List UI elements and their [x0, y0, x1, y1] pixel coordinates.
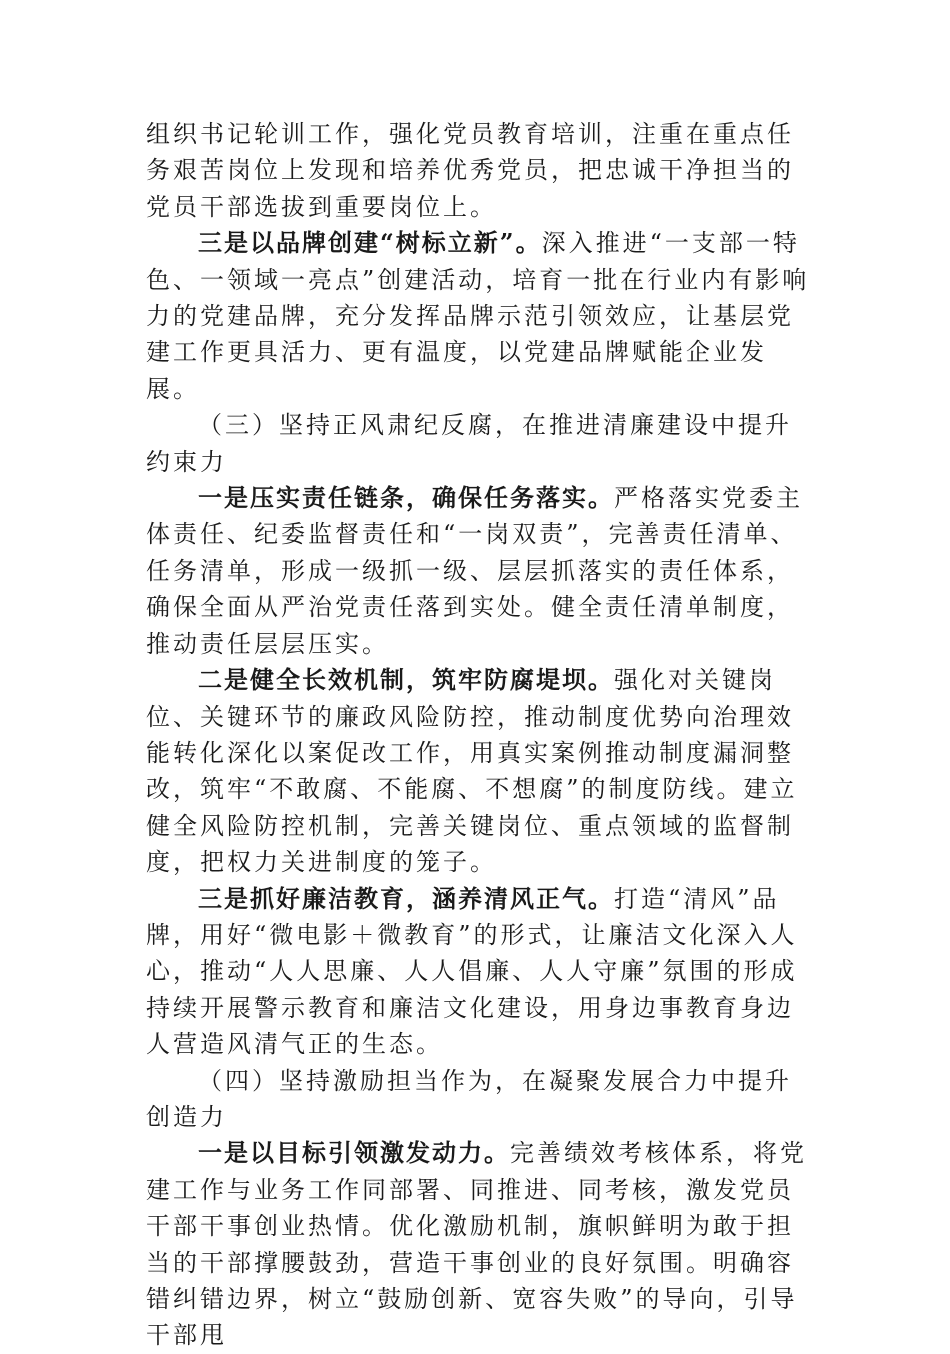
document-page: [146, 116, 816, 1354]
paragraph-4: [146, 662, 816, 880]
section-heading-3: [146, 407, 816, 480]
paragraph-text: 强化对关键岗位、关键环节的廉政风险防控，推动制度优势向治理效能转化深化以案促改工作，用真实案例推动制度漏洞整改，筑牢“不敢腐、不能腐、不想腐”的制度防线。建立健全风险防控机制，完善关键岗位、重点领域的监督制度，把权力关进制度的笼子。: [146, 666, 798, 877]
paragraph-3: [146, 480, 816, 662]
paragraph-6: [146, 1135, 816, 1353]
paragraph-text: 组织书记轮训工作，强化党员教育培训，注重在重点任务艰苦岗位上发现和培养优秀党员，把忠诚干净担当的党员干部选拔到重要岗位上。: [146, 120, 794, 221]
paragraph-1: [146, 116, 816, 225]
paragraph-lead: 一是压实责任链条，确保任务落实。: [198, 483, 614, 513]
section-heading-4: [146, 1063, 816, 1136]
heading-text: （三）坚持正风肃纪反腐，在推进清廉建设中提升约束力: [146, 411, 792, 476]
paragraph-text: 完善绩效考核体系，将党建工作与业务工作同部署、同推进、同考核，激发党员干部干事创业热情。优化激励机制，旗帜鲜明为敢于担当的干部撑腰鼓劲，营造干事创业的良好氛围。明确容错纠错边界，树立“鼓励创新、宽容失败”的导向，引导干部甩: [146, 1139, 807, 1350]
heading-text: （四）坚持激励担当作为，在凝聚发展合力中提升创造力: [146, 1066, 792, 1131]
paragraph-text: 严格落实党委主体责任、纪委监督责任和“一岗双责”，完善责任清单、任务清单，形成一级抓一级、层层抓落实的责任体系，确保全面从严治党责任落到实处。健全责任清单制度，推动责任层层压实。: [146, 484, 803, 658]
paragraph-2: [146, 225, 816, 407]
paragraph-text: 深入推进“一支部一特色、一领域一亮点”创建活动，培育一批在行业内有影响力的党建品牌，充分发挥品牌示范引领效应，让基层党建工作更具活力、更有温度，以党建品牌赋能企业发展。: [146, 229, 810, 403]
paragraph-text: 打造“清风”品牌，用好“微电影＋微教育”的形式，让廉洁文化深入人心，推动“人人思廉、人人倡廉、人人守廉”氛围的形成持续开展警示教育和廉洁文化建设，用身边事教育身边人营造风清气正的生态。: [146, 884, 798, 1059]
paragraph-lead: 三是以品牌创建“树标立新”。: [198, 228, 542, 258]
paragraph-lead: 二是健全长效机制，筑牢防腐堤坝。: [198, 665, 614, 695]
paragraph-5: [146, 881, 816, 1063]
paragraph-lead: 三是抓好廉洁教育，涵养清风正气。: [198, 883, 614, 913]
paragraph-lead: 一是以目标引领激发动力。: [198, 1138, 510, 1168]
